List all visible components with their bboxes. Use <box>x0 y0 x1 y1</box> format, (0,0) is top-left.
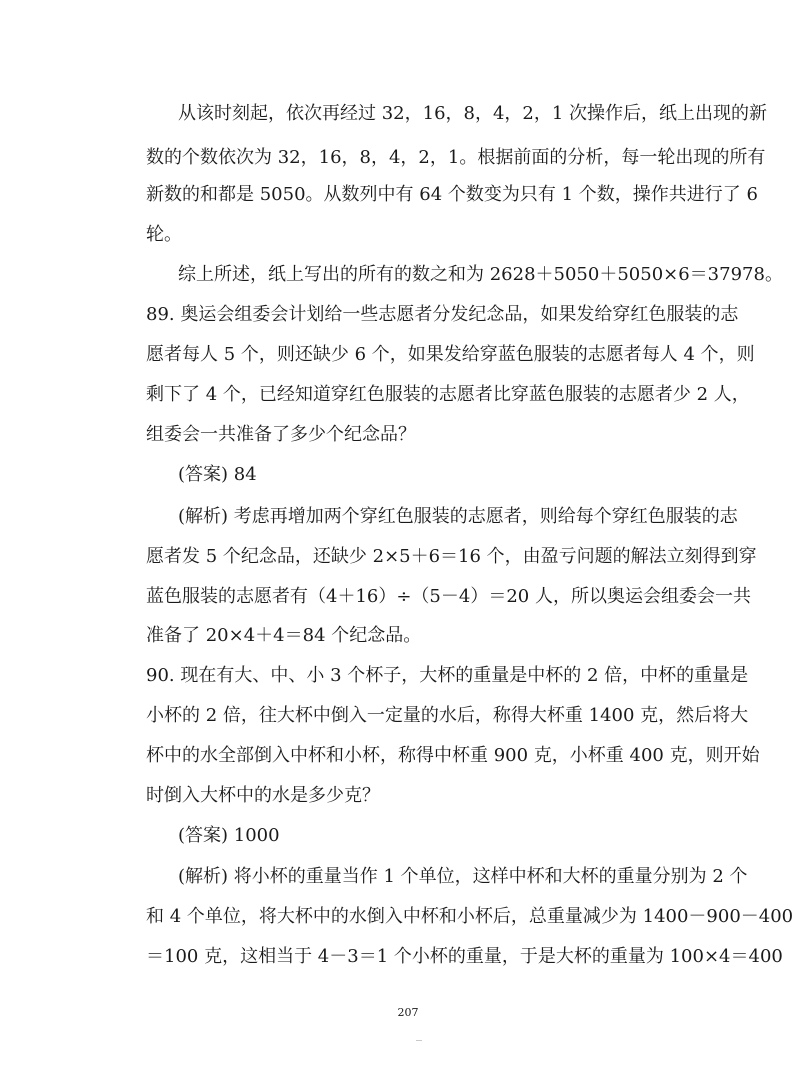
text-line: 时倒入大杯中的水是多少克？ <box>146 785 380 806</box>
problem-90-line: 90. 现在有大、中、小 3 个杯子，大杯的重量是中杯的 2 倍，中杯的重量是 <box>146 665 749 686</box>
text-line: 数的个数依次为 32，16，8，4，2，1。根据前面的分析，每一轮出现的所有 <box>146 147 766 168</box>
text-line: 杯中的水全部倒入中杯和小杯，称得中杯重 900 克，小杯重 400 克，则开始 <box>146 745 760 766</box>
text-line: 剩下了 4 个，已经知道穿红色服装的志愿者比穿蓝色服装的志愿者少 2 人， <box>146 384 750 405</box>
text-line: 综上所述，纸上写出的所有的数之和为 2628＋5050＋5050×6＝37978。 <box>178 264 783 285</box>
page-number: 207 <box>397 1006 419 1019</box>
text-line: 愿者发 5 个纪念品，还缺少 2×5＋6＝16 个，由盈亏问题的解法立刻得到穿 <box>146 546 757 567</box>
problem-89-line: 89. 奥运会组委会计划给一些志愿者分发纪念品，如果发给穿红色服装的志 <box>146 304 739 325</box>
analysis-90-line: (解析) 将小杯的重量当作 1 个单位，这样中杯和大杯的重量分别为 2 个 <box>178 866 748 887</box>
text-line: 组委会一共准备了多少个纪念品？ <box>146 424 416 445</box>
answer-90: (答案) 1000 <box>178 825 280 846</box>
text-line: 蓝色服装的志愿者有（4＋16）÷（5－4）＝20 人，所以奥运会组委会一共 <box>146 586 751 607</box>
text-line: 和 4 个单位，将大杯中的水倒入中杯和小杯后，总重量减少为 1400－900－400 <box>146 906 794 927</box>
text-line: ＝100 克，这相当于 4－3＝1 个小杯的重量，于是大杯的重量为 100×4＝400 <box>146 946 783 967</box>
text-line: 从该时刻起，依次再经过 32，16，8，4，2，1 次操作后，纸上出现的新 <box>178 103 768 124</box>
text-line: 新数的和都是 5050。从数列中有 64 个数变为只有 1 个数，操作共进行了 6 <box>146 184 758 205</box>
analysis-89-line: (解析) 考虑再增加两个穿红色服装的志愿者，则给每个穿红色服装的志 <box>178 506 738 527</box>
text-line: 准备了 20×4＋4＝84 个纪念品。 <box>146 625 422 646</box>
answer-89: (答案) 84 <box>178 464 257 485</box>
text-line: 愿者每人 5 个，则还缺少 6 个，如果发给穿蓝色服装的志愿者每人 4 个，则 <box>146 344 755 365</box>
text-line: 轮。 <box>146 224 182 245</box>
scan-mark <box>416 1040 422 1041</box>
text-line: 小杯的 2 倍，往大杯中倒入一定量的水后，称得大杯重 1400 克，然后将大 <box>146 705 749 726</box>
